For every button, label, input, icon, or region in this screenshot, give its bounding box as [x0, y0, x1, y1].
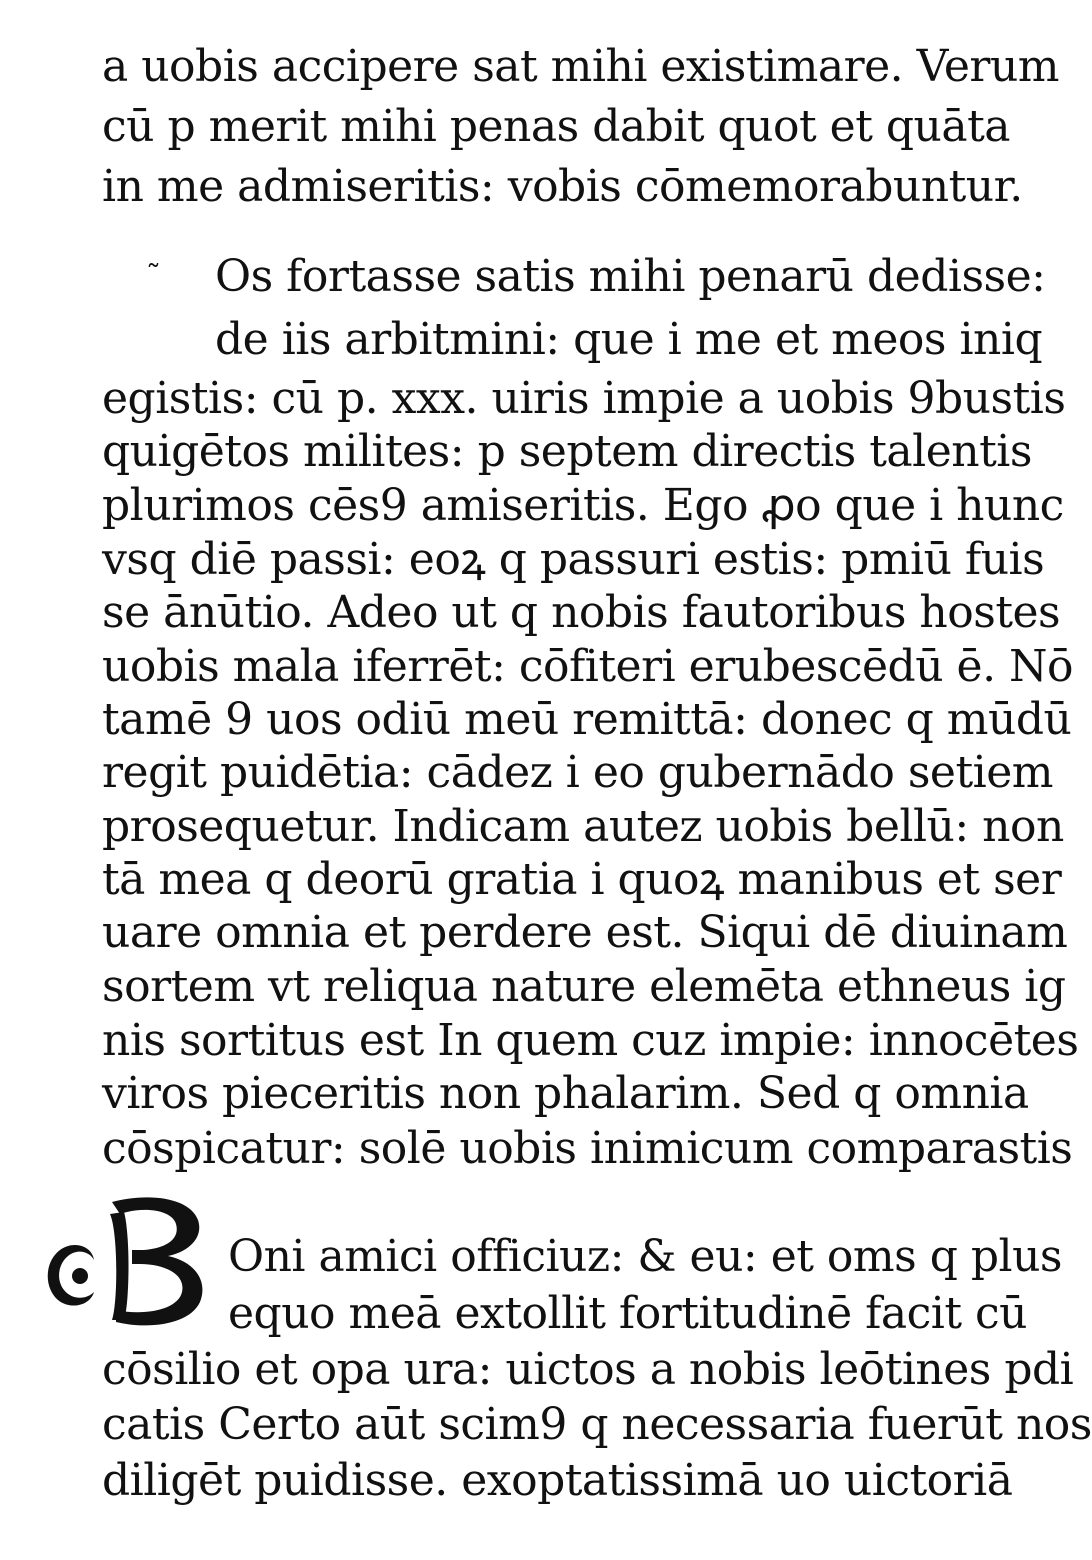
paragraph-mark: ˜ — [146, 259, 161, 294]
text-line: catis Certo aūt scim9 q necessaria fuerūt nos — [102, 1399, 1092, 1450]
text-line: a uobis accipere sat mihi existimare. Verum — [102, 41, 1060, 92]
text-line: cū p merit mihi penas dabit quot et quāta — [102, 101, 1011, 152]
text-line: viros pieceritis non phalarim. Sed q omnia — [102, 1068, 1029, 1119]
decorated-initial-b — [40, 1192, 210, 1330]
text-line: de iis arbitmini: que i me et meos iniq — [215, 314, 1043, 365]
text-line: plurimos cēs9 amiseritis. Ego ꝓo que i hunc — [102, 480, 1064, 531]
text-line: uobis mala iferrēt: cōfiteri erubescēdū ē. Nō — [102, 641, 1074, 692]
text-line: egistis: cū p. xxx. uiris impie a uobis 9bustis — [102, 373, 1066, 424]
text-line: Os fortasse satis mihi penarū dedisse: — [215, 251, 1046, 302]
text-line: uare omnia et perdere est. Siqui dē diuinam — [102, 907, 1068, 958]
text-line: diligēt puidisse. exoptatissimā uo uictoriā — [102, 1455, 1013, 1506]
text-line: Oni amici officiuz: & eu: et oms q plus — [228, 1231, 1063, 1282]
text-line: tamē 9 uos odiū meū remittā: donec q mūdū — [102, 694, 1072, 745]
text-line: cōspicatur: solē uobis inimicum comparastis — [102, 1123, 1073, 1174]
text-line: cōsilio et opa ura: uictos a nobis leōtines pdi — [102, 1344, 1074, 1395]
text-line: regit puidētia: cādez i eo gubernādo setiem — [102, 747, 1053, 798]
text-line: prosequetur. Indicam autez uobis bellū: non — [102, 801, 1064, 852]
text-line: in me admiseritis: vobis cōmemorabuntur. — [102, 161, 1023, 212]
text-line: sortem vt reliqua nature elemēta ethneus ig — [102, 961, 1066, 1012]
text-line: tā mea q deorū gratia i quoꝝ manibus et ser — [102, 854, 1062, 905]
text-line: se ānūtio. Adeo ut q nobis fautoribus hostes — [102, 587, 1061, 638]
text-line: nis sortitus est In quem cuz impie: innocētes — [102, 1015, 1079, 1066]
text-line: equo meā extollit fortitudinē facit cū — [228, 1288, 1027, 1339]
text-line: quigētos milites: p septem directis talentis — [102, 426, 1032, 477]
text-line: vsq diē passi: eoꝝ q passuri estis: pmiū fuis — [102, 534, 1045, 585]
